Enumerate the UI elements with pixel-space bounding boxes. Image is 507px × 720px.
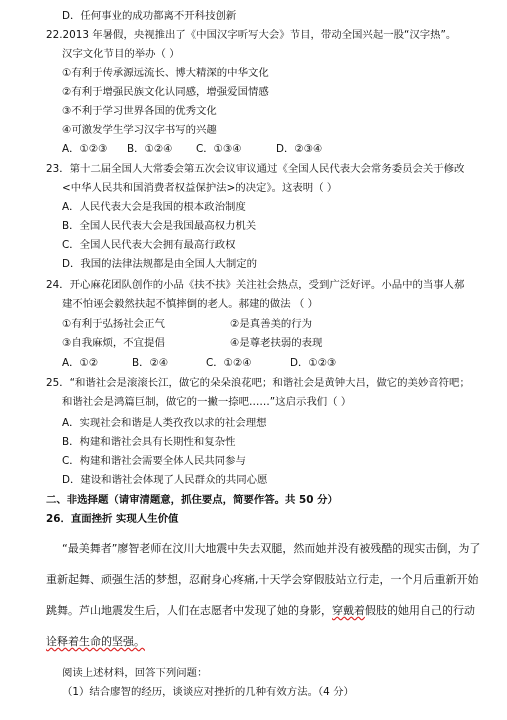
q22-choice-a: A．①②③	[62, 143, 108, 155]
q23-stem-line1: 23．第十二届全国人大常委会第五次会议审议通过《全国人民代表大会常务委员会关于修改	[46, 163, 465, 175]
q24-choice-a: A．①②	[62, 357, 99, 369]
q25-option-b: B．构建和谐社会具有长期性和复杂性	[62, 436, 236, 448]
q26-sub-question-1: （1）结合廖智的经历，谈谈应对挫折的几种有效方法。（4 分）	[62, 686, 354, 698]
prev-option-d: D．任何事业的成功都离不开科技创新	[62, 10, 237, 22]
q23-option-d: D．我国的法律法规都是由全国人大制定的	[62, 258, 258, 270]
q22-choice-b: B．①②④	[127, 143, 173, 155]
q26-paragraph-line4	[46, 635, 145, 648]
q24-item-3: ③自我麻烦，不宜提倡	[62, 337, 165, 349]
q25-option-c: C．构建和谐社会需要全体人民共同参与	[62, 455, 246, 467]
q26-title: 26．直面挫折 实现人生价值	[46, 513, 179, 525]
q22-stem-line1: 22.2013 年暑假，央视推出了《中国汉字听写大会》节目，带动全国兴起一股“汉字热”。	[46, 29, 457, 41]
q23-option-a: A．人民代表大会是我国的根本政治制度	[62, 201, 246, 213]
q26-line3-part1: 跳舞。芦山地震发生后，人们在志愿者中发现了她的身影，	[46, 604, 332, 617]
q25-stem-line1: 25．“和谐社会是滚滚长江，做它的朵朵浪花吧；和谐社会是黄钟大吕，做它的美妙音符吧；	[46, 377, 470, 389]
q22-choice-d: D．②③④	[276, 143, 323, 155]
q24-choice-c: C．①②④	[206, 357, 252, 369]
q24-item-4: ④是尊老扶弱的表现	[230, 337, 323, 349]
q23-option-c: C．全国人民代表大会拥有最高行政权	[62, 239, 236, 251]
q26-line3-part2: 假肢的她用自己的行动	[365, 604, 475, 617]
q26-paragraph-line1: “最美舞者”廖智老师在汶川大地震中失去双腿，然而她并没有被残酷的现实击倒，为了	[62, 542, 481, 555]
q22-stem-line2: 汉字文化节目的举办（ ）	[62, 48, 180, 60]
q22-item-4: ④可激发学生学习汉字书写的兴趣	[62, 124, 217, 136]
q26-line3-marked-word: 穿戴着	[332, 604, 365, 617]
q26-paragraph-line2: 重新起舞、顽强生活的梦想，忍耐身心疼痛,十天学会穿假肢站立行走，一个月后重新开始	[46, 573, 479, 586]
q26-line4-text: 诠释着生命的坚强。	[46, 635, 145, 648]
q22-item-1: ①有利于传承源远流长、博大精深的中华文化	[62, 67, 269, 79]
q24-stem-line2: 建不怕诬会毅然扶起不慎摔倒的老人。郝建的做法 （ ）	[62, 298, 318, 310]
q23-option-b: B．全国人民代表大会是我国最高权力机关	[62, 220, 257, 232]
q26-prompt: 阅读上述材料，回答下列问题：	[62, 667, 208, 679]
q24-choice-b: B．②④	[132, 357, 169, 369]
q24-stem-line1: 24．开心麻花团队创作的小品《扶不扶》关注社会热点，受到广泛好评。小品中的当事人郝	[46, 279, 465, 291]
q23-stem-line2: <中华人民共和国消费者权益保护法>的决定》。这表明（ ）	[62, 182, 338, 194]
q25-option-d: D．建设和谐社会体现了人民群众的共同心愿	[62, 474, 268, 486]
q25-stem-line2: 和谐社会是鸿篇巨制，做它的一撇一捺吧……”这启示我们（ ）	[62, 396, 352, 408]
q26-paragraph-line3	[46, 604, 475, 617]
q22-item-2: ②有利于增强民族文化认同感，增强爱国情感	[62, 86, 269, 98]
q22-choice-c: C．①③④	[196, 143, 242, 155]
q24-choice-d: D．①②③	[290, 357, 337, 369]
q22-item-3: ③不利于学习世界各国的优秀文化	[62, 105, 217, 117]
q24-item-2: ②是真善美的行为	[230, 318, 313, 330]
q24-item-1: ①有利于弘扬社会正气	[62, 318, 165, 330]
q25-option-a: A．实现社会和谐是人类孜孜以求的社会理想	[62, 417, 267, 429]
section-heading: 二、非选择题（请审清题意，抓住要点，简要作答。共 50 分）	[46, 494, 338, 506]
